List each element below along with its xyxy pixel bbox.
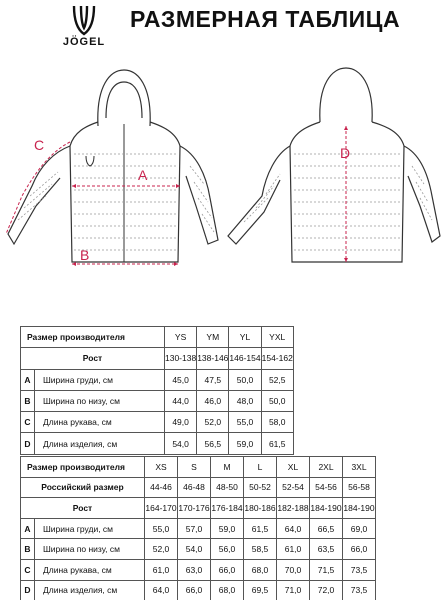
value-cell: 72,0	[310, 580, 343, 600]
height-cell: 184-190	[343, 498, 376, 519]
value-cell: 63,0	[178, 559, 211, 580]
value-cell: 64,0	[277, 518, 310, 539]
table-row	[21, 518, 376, 539]
value-cell: 50,0	[261, 390, 293, 411]
height-cell: 182-188	[277, 498, 310, 519]
label-b: B	[80, 247, 90, 263]
value-cell: 61,0	[277, 539, 310, 560]
ru-size-cell: 46-48	[178, 477, 211, 498]
row-letter: A	[21, 369, 35, 390]
size-cell: 2XL	[310, 457, 343, 478]
row-param: Длина рукава, см	[35, 412, 165, 433]
label-a: A	[138, 167, 148, 183]
table-row	[21, 369, 294, 390]
table-row	[21, 559, 376, 580]
value-cell: 58,0	[261, 412, 293, 433]
height-label: Рост	[21, 498, 145, 519]
value-cell: 64,0	[145, 580, 178, 600]
value-cell: 66,0	[211, 559, 244, 580]
row-param: Длина изделия, см	[35, 433, 165, 454]
label-d: D	[340, 145, 351, 161]
row-param: Ширина по низу, см	[35, 390, 165, 411]
table-row	[21, 580, 376, 600]
value-cell: 59,0	[229, 433, 261, 454]
value-cell: 45,0	[165, 369, 197, 390]
value-cell: 54,0	[178, 539, 211, 560]
table-header-label: Размер производителя	[21, 457, 145, 478]
ru-size-cell: 50-52	[244, 477, 277, 498]
size-cell: YS	[165, 327, 197, 348]
table-row	[21, 433, 294, 454]
height-cell: 180-186	[244, 498, 277, 519]
jacket-front-quilting	[18, 154, 214, 250]
jacket-illustration	[0, 56, 444, 306]
value-cell: 69,0	[343, 518, 376, 539]
value-cell: 52,0	[197, 412, 229, 433]
value-cell: 54,0	[165, 433, 197, 454]
height-cell: 176-184	[211, 498, 244, 519]
row-letter: B	[21, 539, 35, 560]
height-cell: 170-176	[178, 498, 211, 519]
size-cell: YM	[197, 327, 229, 348]
page-title: РАЗМЕРНАЯ ТАБЛИЦА	[130, 6, 401, 32]
value-cell: 48,0	[229, 390, 261, 411]
label-c: C	[34, 137, 45, 153]
height-cell: 146-154	[229, 348, 261, 369]
table-row	[21, 457, 376, 478]
row-letter: D	[21, 580, 35, 600]
value-cell: 68,0	[244, 559, 277, 580]
height-cell: 130-138	[165, 348, 197, 369]
value-cell: 70,0	[277, 559, 310, 580]
ru-size-cell: 52-54	[277, 477, 310, 498]
jacket-back	[228, 68, 440, 262]
size-cell: XL	[277, 457, 310, 478]
value-cell: 55,0	[145, 518, 178, 539]
value-cell: 47,5	[197, 369, 229, 390]
row-param: Ширина по низу, см	[35, 539, 145, 560]
row-letter: B	[21, 390, 35, 411]
table-row	[21, 327, 294, 348]
value-cell: 69,5	[244, 580, 277, 600]
height-cell: 154-162	[261, 348, 293, 369]
jogel-logo-icon	[68, 4, 100, 36]
ru-size-label: Российский размер	[21, 477, 145, 498]
value-cell: 46,0	[197, 390, 229, 411]
ru-size-cell: 48-50	[211, 477, 244, 498]
value-cell: 73,5	[343, 559, 376, 580]
value-cell: 59,0	[211, 518, 244, 539]
value-cell: 61,0	[145, 559, 178, 580]
value-cell: 44,0	[165, 390, 197, 411]
height-cell: 184-190	[310, 498, 343, 519]
table-row	[21, 539, 376, 560]
value-cell: 66,0	[178, 580, 211, 600]
size-cell: YXL	[261, 327, 293, 348]
row-letter: C	[21, 412, 35, 433]
value-cell: 66,5	[310, 518, 343, 539]
jacket-front	[8, 70, 218, 262]
row-letter: A	[21, 518, 35, 539]
row-letter: C	[21, 559, 35, 580]
value-cell: 61,5	[261, 433, 293, 454]
row-param: Ширина груди, см	[35, 369, 165, 390]
value-cell: 52,0	[145, 539, 178, 560]
value-cell: 52,5	[261, 369, 293, 390]
table-row	[21, 412, 294, 433]
height-cell: 164-170	[145, 498, 178, 519]
table-row	[21, 348, 294, 369]
header	[0, 0, 444, 52]
ru-size-cell: 54-56	[310, 477, 343, 498]
size-cell: S	[178, 457, 211, 478]
row-param: Длина рукава, см	[35, 559, 145, 580]
value-cell: 50,0	[229, 369, 261, 390]
value-cell: 68,0	[211, 580, 244, 600]
table-header-label: Размер производителя	[21, 327, 165, 348]
value-cell: 58,5	[244, 539, 277, 560]
chest-logo-icon	[86, 156, 94, 166]
value-cell: 57,0	[178, 518, 211, 539]
brand-logo	[56, 4, 112, 50]
value-cell: 71,0	[277, 580, 310, 600]
table-row	[21, 390, 294, 411]
value-cell: 61,5	[244, 518, 277, 539]
ru-size-cell: 56-58	[343, 477, 376, 498]
size-cell: YL	[229, 327, 261, 348]
row-param: Ширина груди, см	[35, 518, 145, 539]
value-cell: 55,0	[229, 412, 261, 433]
value-cell: 63,5	[310, 539, 343, 560]
value-cell: 56,0	[211, 539, 244, 560]
size-cell: M	[211, 457, 244, 478]
value-cell: 49,0	[165, 412, 197, 433]
row-param: Длина изделия, см	[35, 580, 145, 600]
size-cell: XS	[145, 457, 178, 478]
size-table-youth	[20, 326, 294, 455]
size-cell: 3XL	[343, 457, 376, 478]
brand-name: JÖGEL	[62, 36, 106, 48]
height-cell: 138-146	[197, 348, 229, 369]
table-row	[21, 498, 376, 519]
value-cell: 66,0	[343, 539, 376, 560]
height-label: Рост	[21, 348, 165, 369]
value-cell: 56,5	[197, 433, 229, 454]
value-cell: 73,5	[343, 580, 376, 600]
value-cell: 71,5	[310, 559, 343, 580]
table-row	[21, 477, 376, 498]
row-letter: D	[21, 433, 35, 454]
ru-size-cell: 44-46	[145, 477, 178, 498]
size-cell: L	[244, 457, 277, 478]
size-table-adult	[20, 456, 376, 600]
